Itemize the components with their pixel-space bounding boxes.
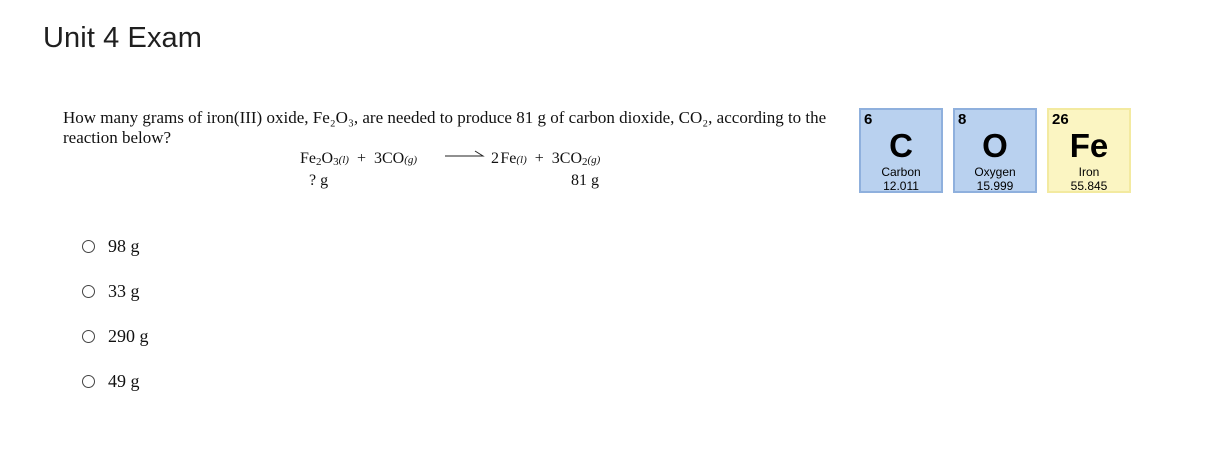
radio-button[interactable] bbox=[82, 330, 95, 343]
element-symbol: O bbox=[982, 127, 1008, 164]
element-name: Oxygen bbox=[974, 165, 1016, 179]
element-symbol: Fe bbox=[1069, 127, 1109, 164]
question-line-1: How many grams of iron(III) oxide, Fe₂O₃, are needed to produce 81 g of carbon dioxide, CO₂, according to the bbox=[63, 108, 827, 127]
equation-products bbox=[491, 150, 600, 168]
answer-option-1[interactable] bbox=[82, 235, 140, 257]
product-fe: 2 Fe(l) bbox=[491, 150, 527, 167]
answer-option-2[interactable] bbox=[82, 280, 140, 302]
reaction-arrow-icon bbox=[444, 148, 486, 164]
element-name: Carbon bbox=[881, 165, 921, 179]
element-tile-carbon bbox=[859, 108, 943, 193]
radio-button[interactable] bbox=[82, 375, 95, 388]
given-product-mass: 81 g bbox=[571, 172, 599, 189]
element-name: Iron bbox=[1078, 165, 1100, 179]
atomic-number: 26 bbox=[1052, 111, 1069, 128]
given-reactant-mass: ? g bbox=[309, 172, 329, 189]
reactant-fe2o3: $Fe_2O_3(l)$ bbox=[300, 150, 349, 168]
atomic-mass: 55.845 bbox=[1070, 179, 1108, 193]
answer-option-4[interactable] bbox=[82, 370, 140, 392]
answer-label: 49 g bbox=[108, 370, 140, 391]
question-text bbox=[63, 108, 853, 148]
answer-label: 33 g bbox=[108, 280, 140, 301]
atomic-mass: 12.011 bbox=[883, 179, 919, 193]
element-symbol: C bbox=[889, 127, 913, 164]
answer-label: 290 g bbox=[108, 325, 149, 346]
atomic-number: 8 bbox=[958, 111, 967, 128]
reactant-co: 3CO(g) bbox=[373, 150, 418, 167]
element-tile-iron bbox=[1047, 108, 1131, 193]
plus-sign: + bbox=[534, 150, 544, 167]
element-tile-oxygen bbox=[953, 108, 1037, 193]
atomic-mass: 15.999 bbox=[976, 179, 1014, 193]
answer-label: 98 g bbox=[108, 235, 140, 256]
product-co2: $3CO_2(g)$ bbox=[551, 150, 601, 168]
page-title: Unit 4 Exam bbox=[43, 22, 203, 54]
answer-option-3[interactable] bbox=[82, 325, 149, 347]
question-line-2: reaction below? bbox=[63, 128, 172, 147]
radio-button[interactable] bbox=[82, 240, 95, 253]
radio-button[interactable] bbox=[82, 285, 95, 298]
equation-reactants bbox=[300, 150, 417, 168]
plus-sign: + bbox=[356, 150, 366, 167]
atomic-number: 6 bbox=[864, 111, 873, 128]
